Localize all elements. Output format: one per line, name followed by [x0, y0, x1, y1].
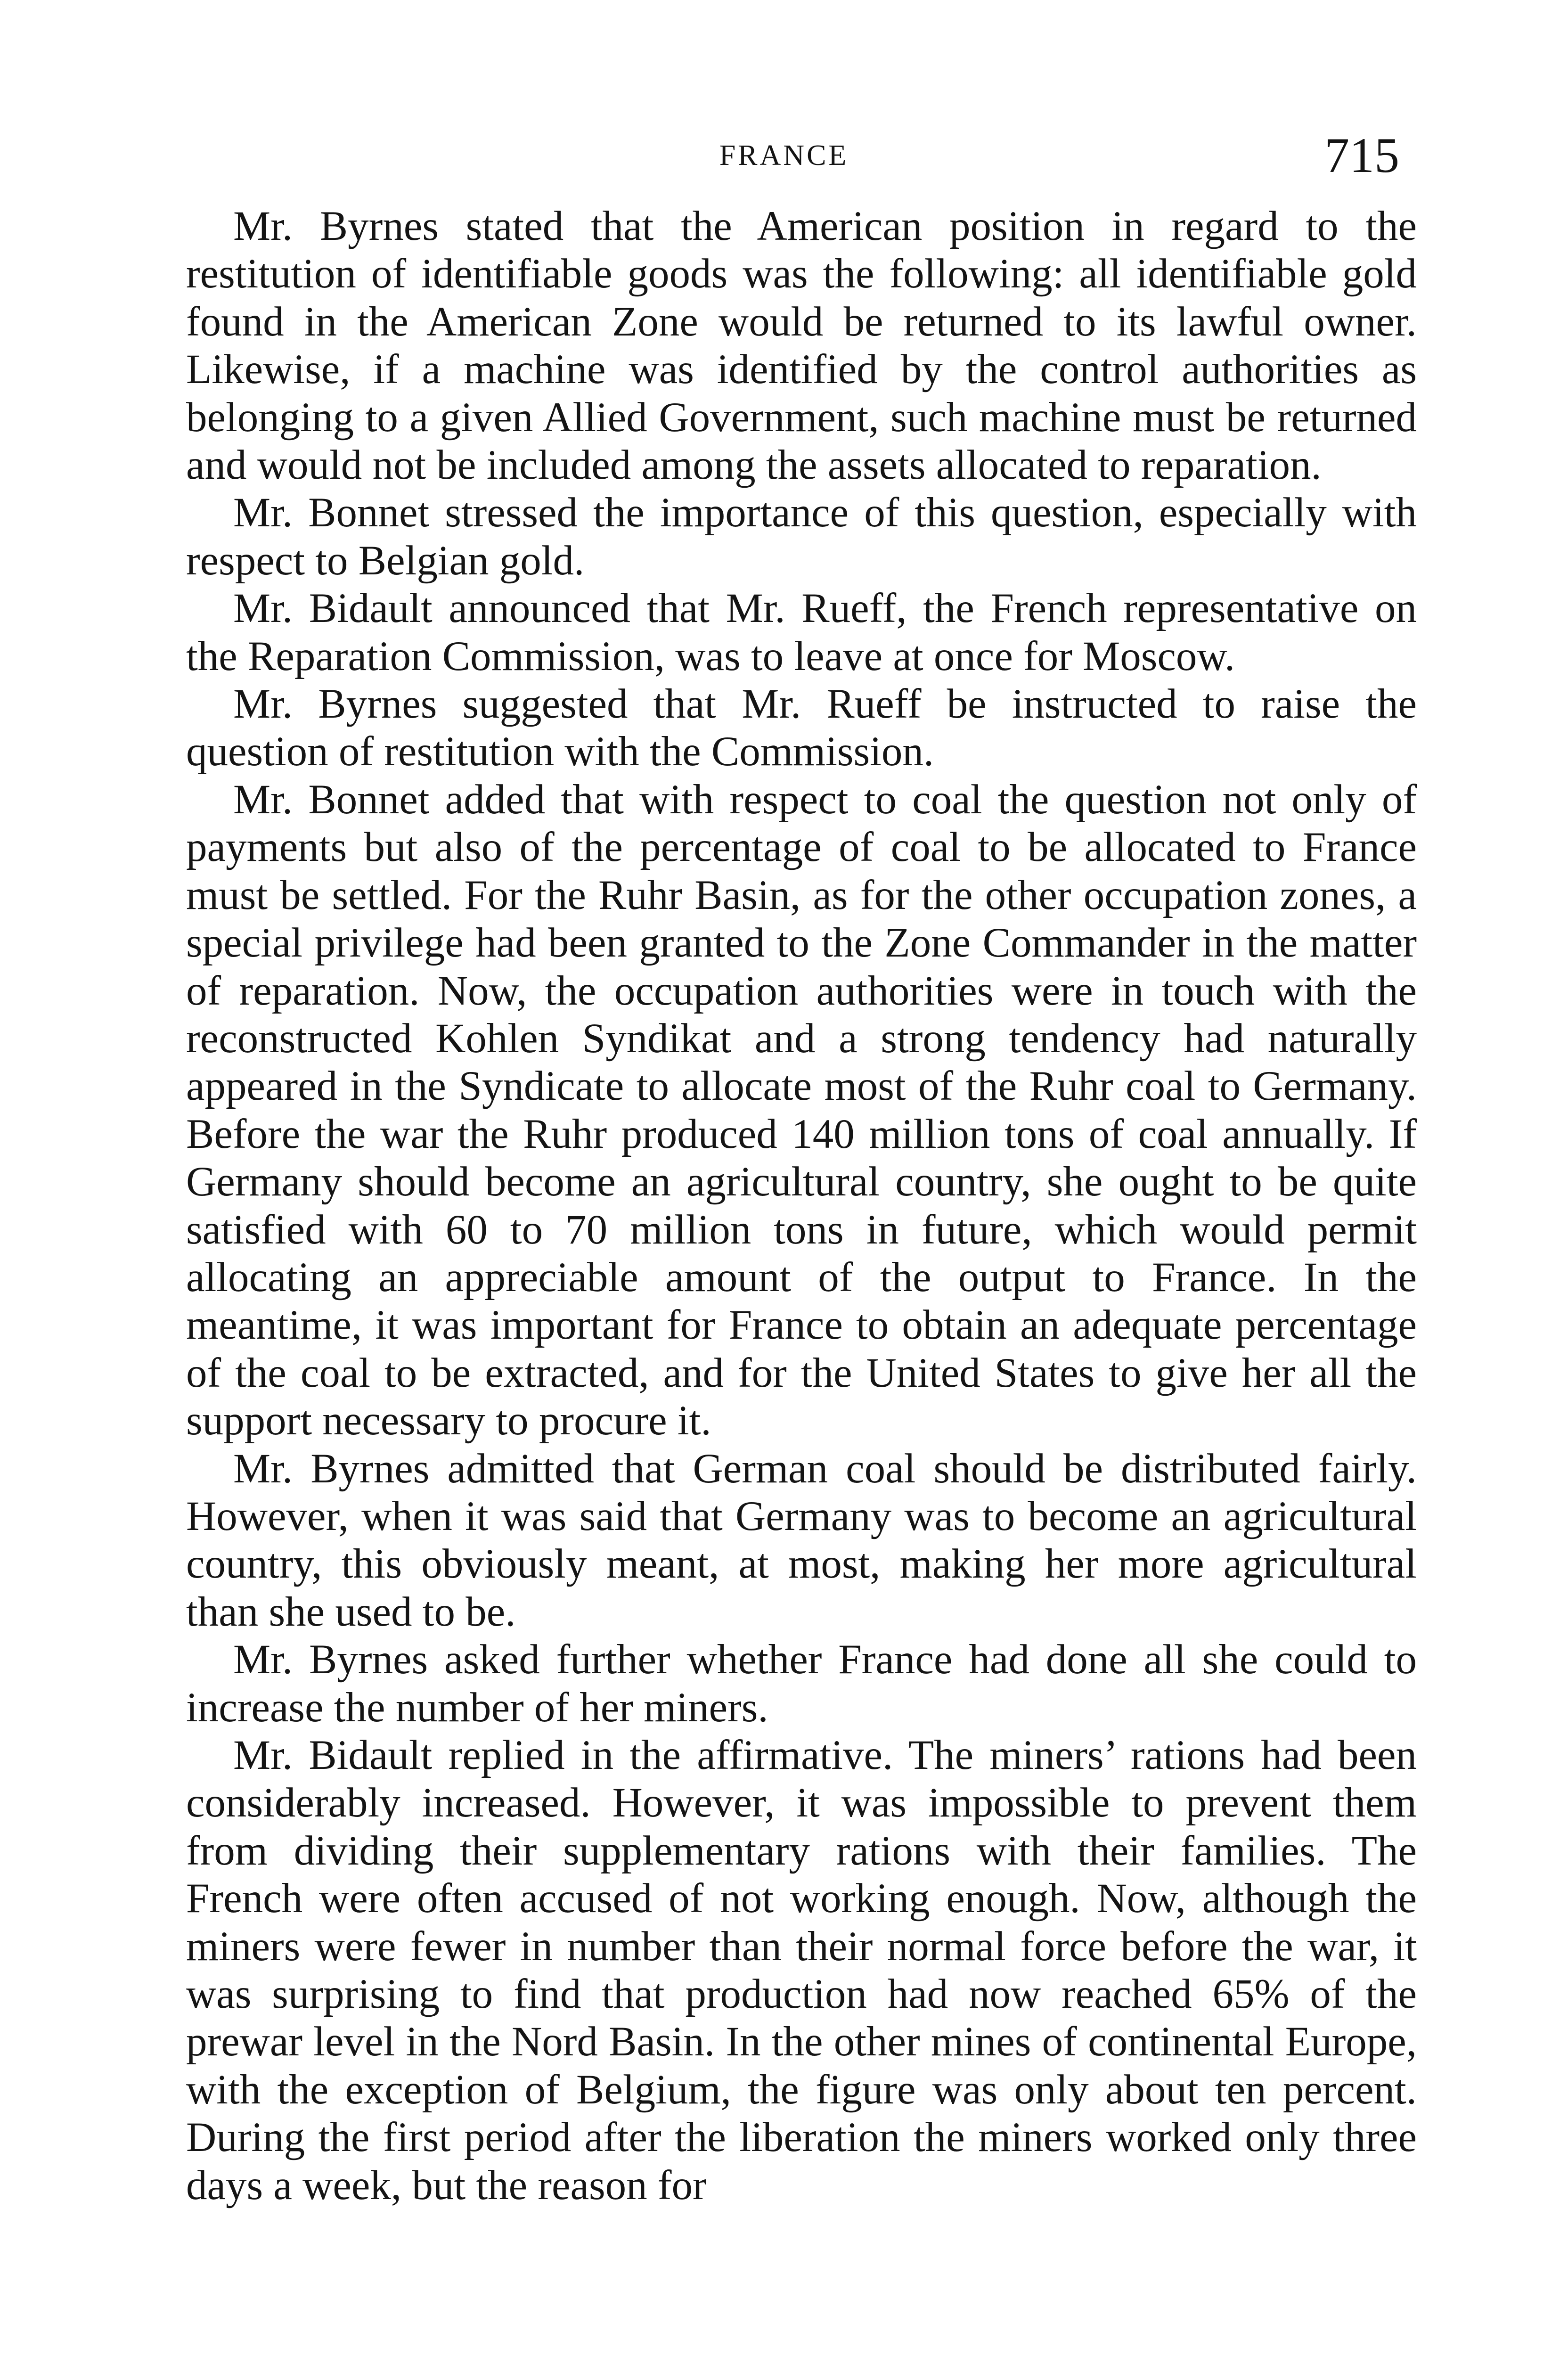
- page-number: 715: [1324, 128, 1399, 183]
- paragraph-byrnes-rueff-instruction: Mr. Byrnes suggested that Mr. Rueff be instructed to raise the question of restitution with the Commission.: [186, 681, 1417, 775]
- running-title: FRANCE: [719, 139, 849, 172]
- paragraph-byrnes-restitution-position: Mr. Byrnes stated that the American position in regard to the restitution of identifiable goods was the following: all identifiable gold found in the American Zone would be returned to its lawful owner. Likewise, if a machine was identified by the control authorities as belonging to a given Allied Government, such machine must be returned and would not be included among the assets allocated to reparation.: [186, 203, 1417, 489]
- paragraph-bidault-rueff-moscow: Mr. Bidault announced that Mr. Rueff, the French representative on the Reparation Commission, was to leave at once for Moscow.: [186, 585, 1417, 679]
- paragraph-bonnet-belgian-gold: Mr. Bonnet stressed the importance of this question, especially with respect to Belgian gold.: [186, 490, 1417, 584]
- paragraph-byrnes-coal-distribution: Mr. Byrnes admitted that German coal should be distributed fairly. However, when it was said that Germany was to become an agricultural country, this obviously meant, at most, making her more agricultural than she used to be.: [186, 1445, 1417, 1635]
- paragraph-bonnet-ruhr-coal: Mr. Bonnet added that with respect to coal the question not only of payments but also of the percentage of coal to be allocated to France must be settled. For the Ruhr Basin, as for the other occupation zones, a special privilege had been granted to the Zone Commander in the matter of reparation. Now, the occupation authorities were in touch with the reconstructed Kohlen Syndikat and a strong tendency had naturally appeared in the Syndicate to allocate most of the Ruhr coal to Germany. Before the war the Ruhr produced 140 million tons of coal annually. If Germany should become an agricultural country, she ought to be quite satisfied with 60 to 70 million tons in future, which would permit allocating an appreciable amount of the output to France. In the meantime, it was important for France to obtain an adequate percentage of the coal to be extracted, and for the United States to give her all the support necessary to procure it.: [186, 776, 1417, 1444]
- paragraph-bidault-miners-reply: Mr. Bidault replied in the affirmative. The miners’ rations had been considerably increased. However, it was impossible to prevent them from dividing their supplementary rations with their families. The French were often accused of not working enough. Now, although the miners were fewer in number than their normal force before the war, it was surprising to find that production had now reached 65% of the prewar level in the Nord Basin. In the other mines of continental Europe, with the exception of Belgium, the figure was only about ten percent. During the first period after the liberation the miners worked only three days a week, but the reason for: [186, 1732, 1417, 2209]
- paragraph-byrnes-miners-question: Mr. Byrnes asked further whether France had done all she could to increase the number of her miners.: [186, 1636, 1417, 1731]
- running-head: [0, 127, 1568, 184]
- body-text: [186, 203, 1417, 2209]
